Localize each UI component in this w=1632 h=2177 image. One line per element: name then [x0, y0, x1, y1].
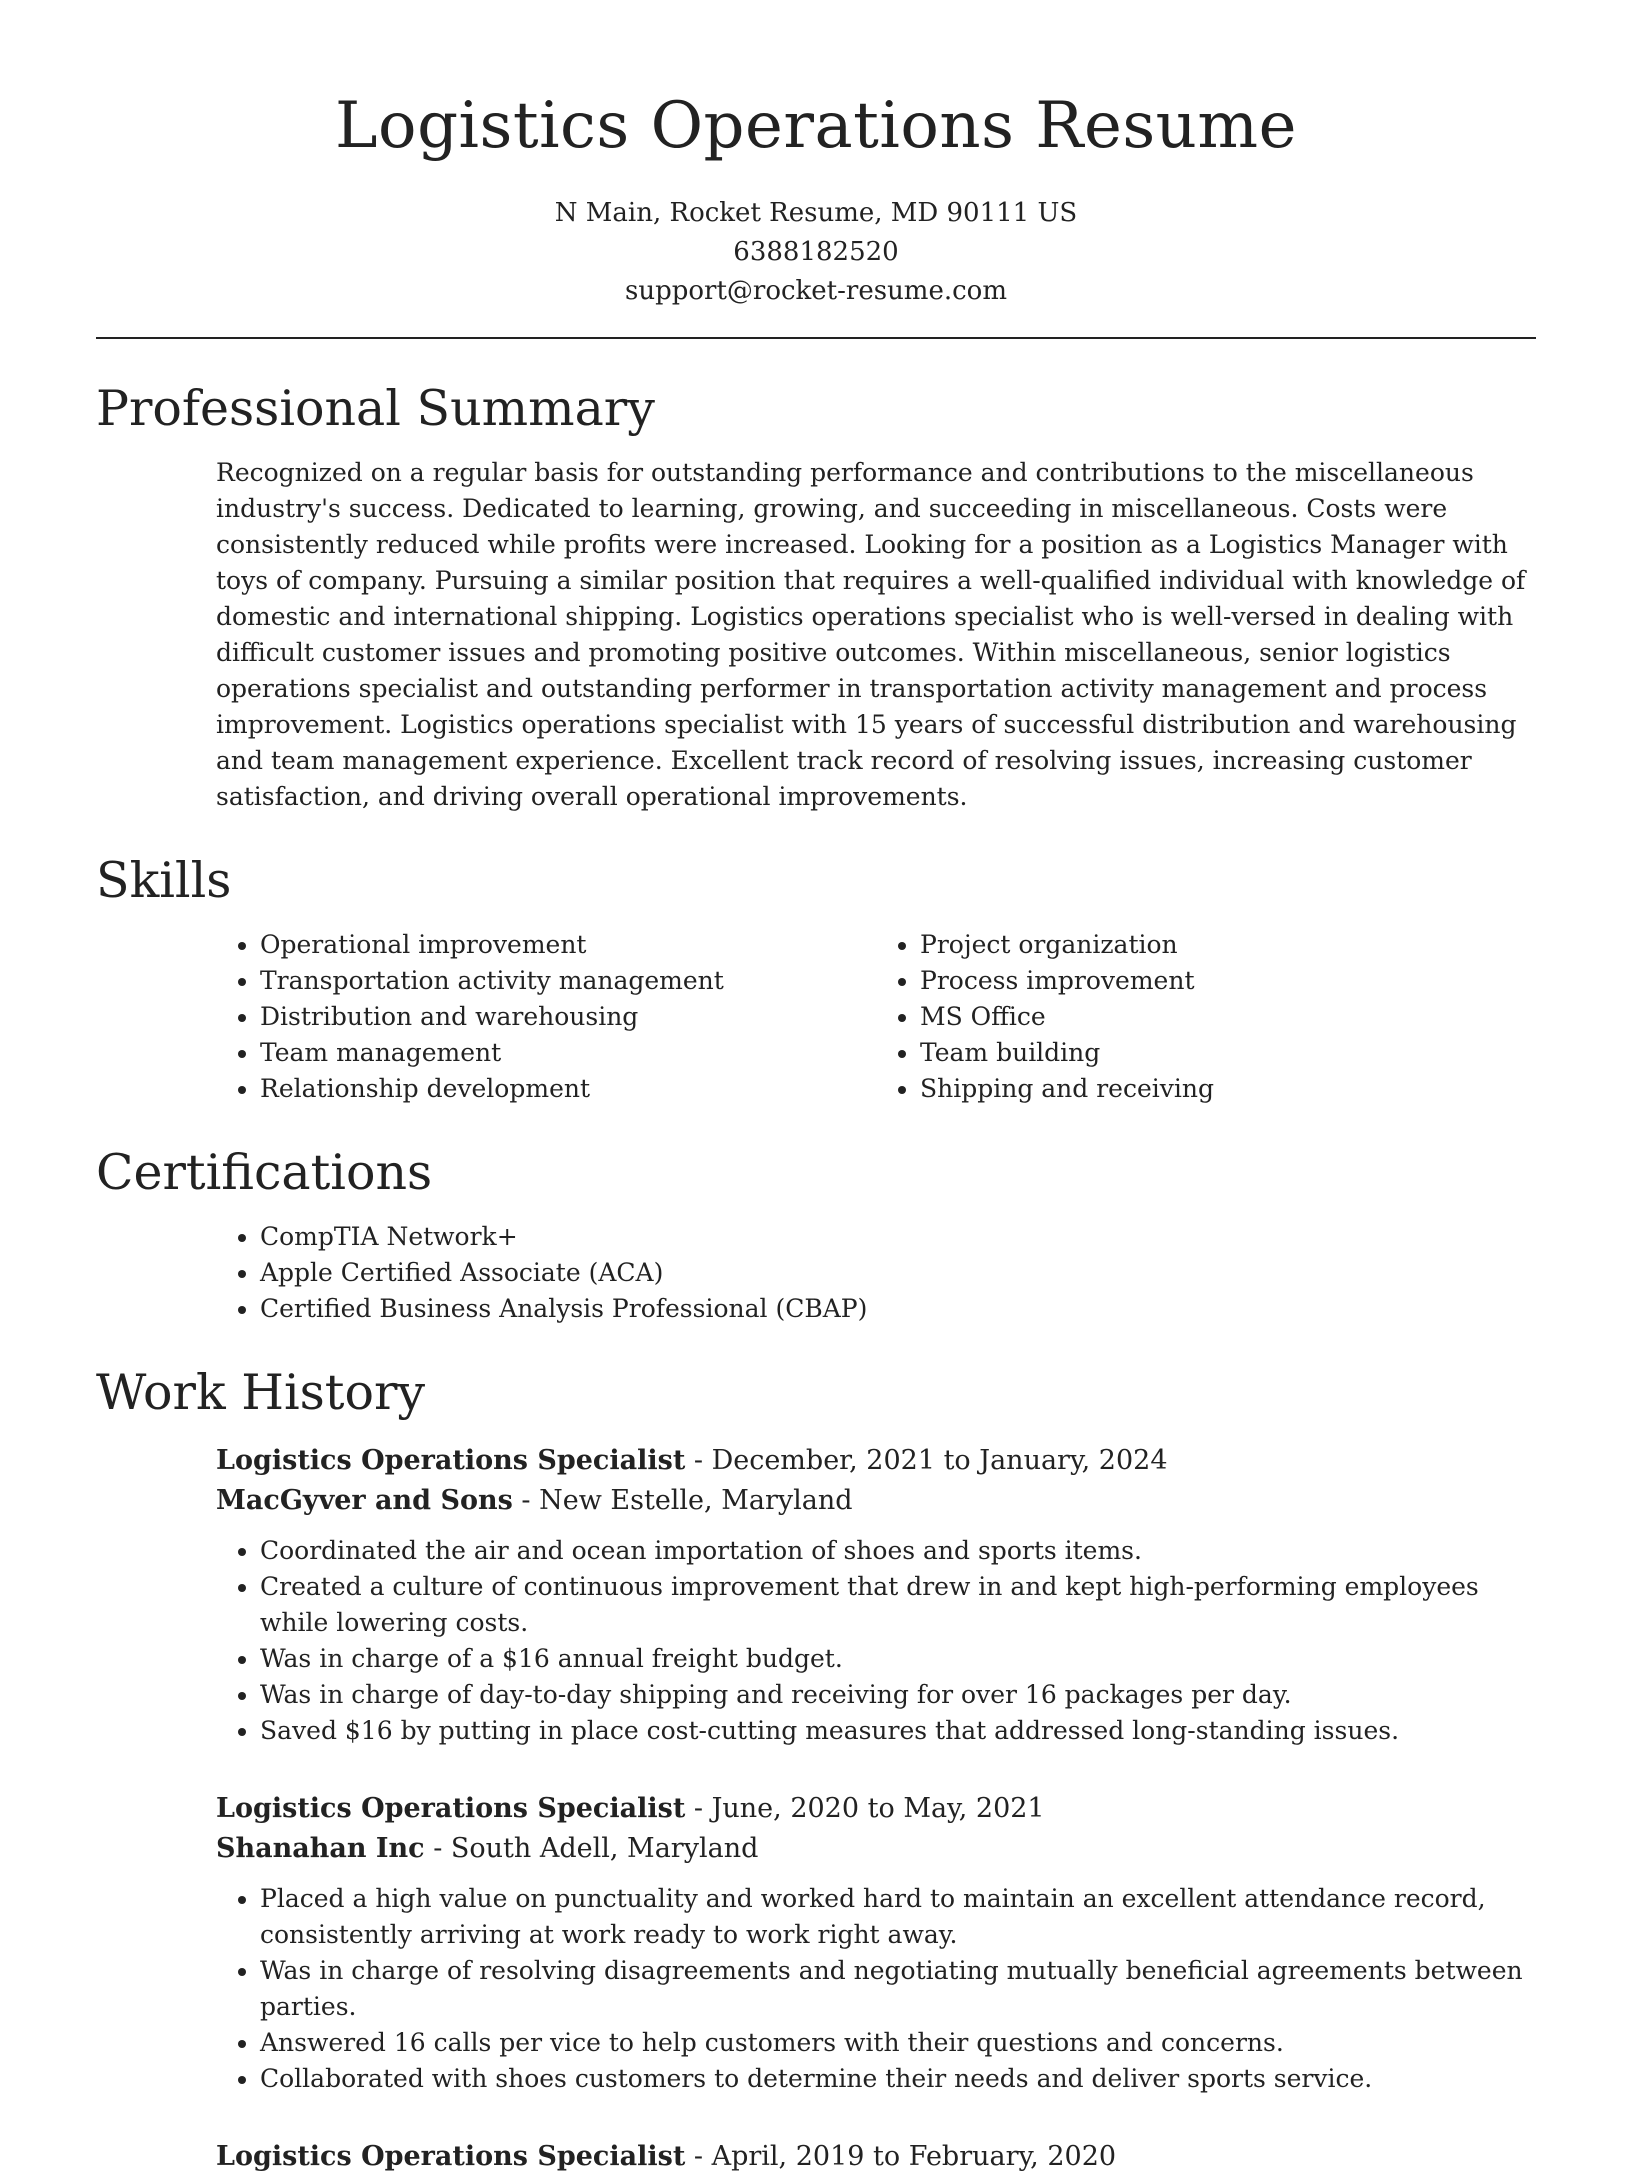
skill-item: • Operational improvement [260, 927, 876, 963]
certification-item: • Apple Certified Associate (ACA) [260, 1255, 1536, 1291]
job-title-line [216, 2137, 1536, 2177]
job-bullet: • Coordinated the air and ocean importation of shoes and sports items. [260, 1533, 1536, 1569]
job-bullet: • Placed a high value on punctuality and worked hard to maintain an excellent attendance record, consistently arriving at work ready to work right away. [260, 1881, 1536, 1953]
job-title: Logistics Operations Specialist [216, 2141, 686, 2172]
skill-item: • Transportation activity management [260, 963, 876, 999]
job-location: - South Adell, Maryland [424, 1833, 759, 1864]
job-company-line [216, 1481, 1536, 1521]
work-history-heading: Work History [96, 1364, 426, 1421]
job-title: Logistics Operations Specialist [216, 1793, 686, 1824]
certifications-section [96, 1143, 1536, 1327]
summary-heading: Professional Summary [96, 380, 655, 437]
job-company: MacGyver and Sons [216, 1485, 513, 1516]
contact-block [96, 194, 1536, 311]
skill-item: • Shipping and receiving [920, 1071, 1536, 1107]
job-bullet: • Was in charge of resolving disagreements and negotiating mutually beneficial agreements between parties. [260, 1953, 1536, 2025]
job-bullet: • Saved $16 by putting in place cost-cutting measures that addressed long-standing issues. [260, 1713, 1536, 1749]
skills-heading: Skills [96, 852, 232, 909]
job-bullet: • Collaborated with shoes customers to determine their needs and deliver sports service. [260, 2061, 1536, 2097]
skills-section [96, 851, 1536, 1107]
contact-phone: 6388182520 [733, 237, 899, 267]
skill-item: • MS Office [920, 999, 1536, 1035]
job-entry [216, 2137, 1536, 2177]
job-dates: - June, 2020 to May, 2021 [685, 1793, 1045, 1824]
job-location: - New Estelle, Maryland [512, 1485, 853, 1516]
header-divider [96, 337, 1536, 339]
certifications-heading: Certifications [96, 1144, 433, 1201]
job-entry [216, 1441, 1536, 1749]
resume-page [96, 0, 1536, 2177]
job-title: Logistics Operations Specialist [216, 1445, 686, 1476]
job-dates: - April, 2019 to February, 2020 [685, 2141, 1117, 2172]
skill-item: • Team building [920, 1035, 1536, 1071]
job-bullet: • Was in charge of a $16 annual freight budget. [260, 1641, 1536, 1677]
skills-left-list [216, 927, 876, 1107]
certification-item: • Certified Business Analysis Professional (CBAP) [260, 1291, 1536, 1327]
job-company-line [216, 1829, 1536, 1869]
job-bullet: • Answered 16 calls per vice to help customers with their questions and concerns. [260, 2025, 1536, 2061]
resume-header [96, 0, 1536, 311]
job-bullets [216, 1533, 1536, 1749]
job-title-line [216, 1441, 1536, 1481]
job-company: Shanahan Inc [216, 1833, 425, 1864]
skill-item: • Project organization [920, 927, 1536, 963]
resume-title: Logistics Operations Resume [335, 89, 1297, 163]
job-entry [216, 1789, 1536, 2097]
skill-item: • Relationship development [260, 1071, 876, 1107]
skill-item: • Distribution and warehousing [260, 999, 876, 1035]
summary-section [96, 379, 1536, 815]
contact-email: support@rocket-resume.com [624, 276, 1007, 306]
work-history-section [96, 1363, 1536, 2177]
skills-grid [216, 927, 1536, 1107]
certifications-list [216, 1219, 1536, 1327]
job-dates: - December, 2021 to January, 2024 [685, 1445, 1168, 1476]
job-bullets [216, 1881, 1536, 2097]
skills-right-list [876, 927, 1536, 1107]
job-bullet: • Created a culture of continuous improvement that drew in and kept high-performing employees while lowering costs. [260, 1569, 1536, 1641]
summary-text: Recognized on a regular basis for outstanding performance and contributions to the miscellaneous industry's success. Dedicated to learning, growing, and succeeding in miscellaneous. Costs were consistently reduced while profits were increased. Looking for a position as a Logistics Manager with toys of company. Pursuing a similar position that requires a well-qualified individual with knowledge of domestic and international shipping. Logistics operations specialist who is well-versed in dealing with difficult customer issues and promoting positive outcomes. Within miscellaneous, senior logistics operations specialist and outstanding performer in transportation activity management and process improvement. Logistics operations specialist with 15 years of successful distribution and warehousing and team management experience. Excellent track record of resolving issues, increasing customer satisfaction, and driving overall operational improvements. [216, 458, 1526, 811]
certification-item: • CompTIA Network+ [260, 1219, 1536, 1255]
contact-address: N Main, Rocket Resume, MD 90111 US [554, 198, 1078, 228]
job-title-line [216, 1789, 1536, 1829]
job-bullet: • Was in charge of day-to-day shipping and receiving for over 16 packages per day. [260, 1677, 1536, 1713]
skill-item: • Process improvement [920, 963, 1536, 999]
skill-item: • Team management [260, 1035, 876, 1071]
